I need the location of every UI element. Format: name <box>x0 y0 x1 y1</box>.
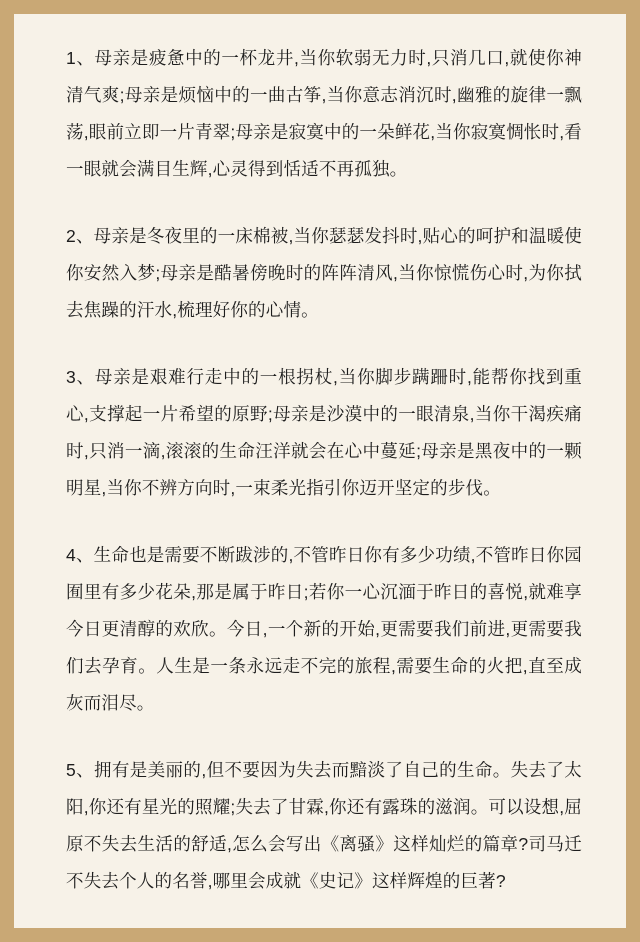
paragraph-3: 3、母亲是艰难行走中的一根拐杖,当你脚步蹒跚时,能帮你找到重心,支撑起一片希望的原野;母亲是沙漠中的一眼清泉,当你干渴疾痛时,只消一滴,滚滚的生命汪洋就会在心中蔓延;母亲是黑夜中的一颗明星,当你不辨方向时,一束柔光指引你迈开坚定的步伐。 <box>66 367 582 498</box>
paragraph-5: 5、拥有是美丽的,但不要因为失去而黯淡了自己的生命。失去了太阳,你还有星光的照耀;失去了甘霖,你还有露珠的滋润。可以设想,屈原不失去生活的舒适,怎么会写出《离骚》这样灿烂的篇章?司马迁不失去个人的名誉,哪里会成就《史记》这样辉煌的巨著? <box>66 760 582 891</box>
paragraph-2: 2、母亲是冬夜里的一床棉被,当你瑟瑟发抖时,贴心的呵护和温暖使你安然入梦;母亲是酷暑傍晚时的阵阵清风,当你惊慌伤心时,为你拭去焦躁的汗水,梳理好你的心情。 <box>66 226 582 320</box>
paragraph-1: 1、母亲是疲惫中的一杯龙井,当你软弱无力时,只消几口,就使你神清气爽;母亲是烦恼中的一曲古筝,当你意志消沉时,幽雅的旋律一飘荡,眼前立即一片青翠;母亲是寂寞中的一朵鲜花,当你寂寞惆怅时,看一眼就会满目生辉,心灵得到恬适不再孤独。 <box>66 48 582 179</box>
document-paper <box>14 14 626 928</box>
paragraph-4: 4、生命也是需要不断跋涉的,不管昨日你有多少功绩,不管昨日你园囿里有多少花朵,那是属于昨日;若你一心沉湎于昨日的喜悦,就难享今日更清醇的欢欣。今日,一个新的开始,更需要我们前进,更需要我们去孕育。人生是一条永远走不完的旅程,需要生命的火把,直至成灰而泪尽。 <box>66 545 582 713</box>
